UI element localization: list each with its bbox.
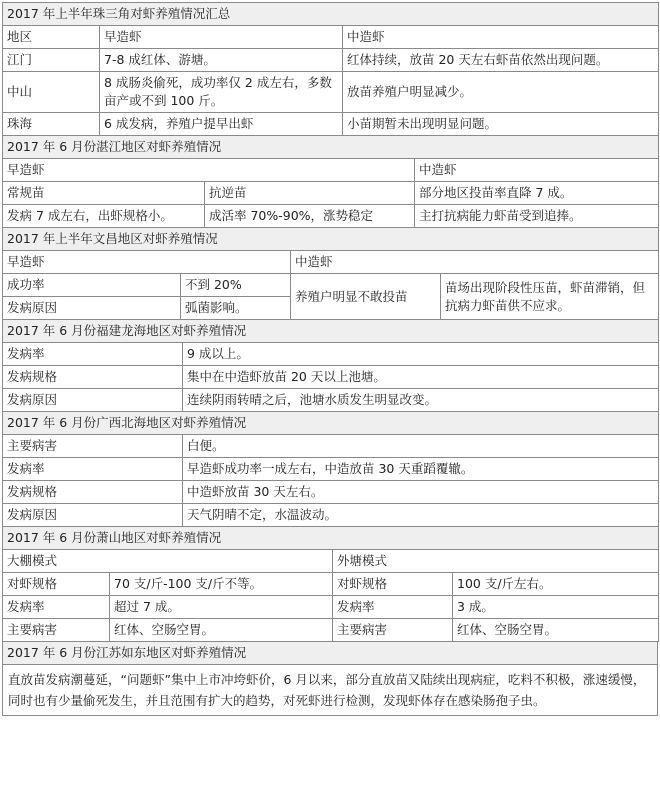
beihai-row-value: 白便。 [183, 435, 659, 458]
beihai-row-label: 主要病害 [3, 435, 183, 458]
table-wenchang [2, 227, 659, 320]
zhanjiang-early-label: 早造虾 [3, 159, 415, 182]
table-row [3, 504, 659, 527]
table-row [3, 49, 659, 72]
xiaoshan-right-value: 3 成。 [453, 596, 659, 619]
section-title-zhanjiang: 2017 年 6 月份湛江地区对虾养殖情况 [3, 136, 659, 159]
zhuhai-early: 6 成发病，养殖户提早出虾 [100, 113, 343, 136]
table-beihai [2, 411, 659, 527]
header-early-shrimp: 早造虾 [100, 26, 343, 49]
zhanjiang-mid-note-1: 部分地区投苗率直降 7 成。 [415, 182, 659, 205]
wenchang-mid-label: 中造虾 [291, 251, 659, 274]
report-page [2, 2, 658, 716]
region-jiangmen: 江门 [3, 49, 100, 72]
table-row [3, 619, 659, 642]
longhai-row-value: 集中在中造虾放苗 20 天以上池塘。 [183, 366, 659, 389]
beihai-row-value: 中造虾放苗 30 天左右。 [183, 481, 659, 504]
beihai-row-value: 早造虾成功率一成左右，中造放苗 30 天重蹈覆辙。 [183, 458, 659, 481]
table-prd-summary [2, 2, 659, 136]
zhuhai-mid: 小苗期暂未出现明显问题。 [343, 113, 659, 136]
wenchang-cause-value: 弧菌影响。 [181, 297, 291, 320]
table-row [3, 596, 659, 619]
table-row [3, 389, 659, 412]
zhanjiang-mid-note-2: 主打抗病能力虾苗受到追捧。 [415, 205, 659, 228]
longhai-row-value: 连续阴雨转晴之后，池塘水质发生明显改变。 [183, 389, 659, 412]
beihai-row-value: 天气阴晴不定，水温波动。 [183, 504, 659, 527]
table-row [3, 458, 659, 481]
xiaoshan-left-value: 70 支/斤-100 支/斤不等。 [110, 573, 333, 596]
wenchang-mid-a: 养殖户明显不敢投苗 [291, 274, 441, 320]
table-row [3, 435, 659, 458]
beihai-row-label: 发病规格 [3, 481, 183, 504]
xiaoshan-outdoor-mode: 外塘模式 [333, 550, 659, 573]
wenchang-success-value: 不到 20% [181, 274, 291, 297]
section-title-rudong: 2017 年 6 月份江苏如东地区对虾养殖情况 [3, 642, 658, 665]
section-title-wenchang: 2017 年上半年文昌地区对虾养殖情况 [3, 228, 659, 251]
jiangmen-early: 7-8 成红体、游塘。 [100, 49, 343, 72]
zhongshan-early: 8 成肠炎偷死，成功率仅 2 成左右，多数亩产或不到 100 斤。 [100, 72, 343, 113]
xiaoshan-left-label: 对虾规格 [3, 573, 110, 596]
beihai-row-label: 发病率 [3, 458, 183, 481]
table-zhanjiang [2, 135, 659, 228]
jiangmen-mid: 红体持续，放苗 20 天左右虾苗依然出现问题。 [343, 49, 659, 72]
section-title-prd: 2017 年上半年珠三角对虾养殖情况汇总 [3, 3, 659, 26]
header-region: 地区 [3, 26, 100, 49]
wenchang-early-label: 早造虾 [3, 251, 291, 274]
zhanjiang-resistant-fry: 抗逆苗 [205, 182, 415, 205]
xiaoshan-right-value: 红体、空肠空胃。 [453, 619, 659, 642]
header-mid-shrimp: 中造虾 [343, 26, 659, 49]
longhai-row-label: 发病规格 [3, 366, 183, 389]
section-title-longhai: 2017 年 6 月份福建龙海地区对虾养殖情况 [3, 320, 659, 343]
xiaoshan-greenhouse-mode: 大棚模式 [3, 550, 333, 573]
longhai-row-label: 发病原因 [3, 389, 183, 412]
section-title-xiaoshan: 2017 年 6 月份萧山地区对虾养殖情况 [3, 527, 659, 550]
xiaoshan-right-label: 对虾规格 [333, 573, 453, 596]
beihai-row-label: 发病原因 [3, 504, 183, 527]
table-rudong [2, 641, 658, 716]
region-zhuhai: 珠海 [3, 113, 100, 136]
table-row [3, 343, 659, 366]
table-row [3, 72, 659, 113]
longhai-row-value: 9 成以上。 [183, 343, 659, 366]
section-title-beihai: 2017 年 6 月份广西北海地区对虾养殖情况 [3, 412, 659, 435]
table-row [3, 113, 659, 136]
table-row [3, 366, 659, 389]
wenchang-cause-label: 发病原因 [3, 297, 181, 320]
region-zhongshan: 中山 [3, 72, 100, 113]
zhanjiang-regular-fry: 常规苗 [3, 182, 205, 205]
zhanjiang-regular-result: 发病 7 成左右，出虾规格小。 [3, 205, 205, 228]
xiaoshan-left-value: 红体、空肠空胃。 [110, 619, 333, 642]
xiaoshan-left-label: 发病率 [3, 596, 110, 619]
table-xiaoshan [2, 526, 659, 642]
wenchang-success-label: 成功率 [3, 274, 181, 297]
xiaoshan-left-value: 超过 7 成。 [110, 596, 333, 619]
longhai-row-label: 发病率 [3, 343, 183, 366]
zhanjiang-mid-label: 中造虾 [415, 159, 659, 182]
xiaoshan-right-value: 100 支/斤左右。 [453, 573, 659, 596]
table-row [3, 481, 659, 504]
zhanjiang-resistant-result: 成活率 70%-90%，涨势稳定 [205, 205, 415, 228]
xiaoshan-right-label: 主要病害 [333, 619, 453, 642]
table-longhai [2, 319, 659, 412]
wenchang-mid-b: 苗场出现阶段性压苗，虾苗滞销，但抗病力虾苗供不应求。 [441, 274, 659, 320]
xiaoshan-right-label: 发病率 [333, 596, 453, 619]
table-row [3, 205, 659, 228]
rudong-paragraph: 直放苗发病潮蔓延，“问题虾”集中上市冲垮虾价，6 月以来，部分直放苗又陆续出现病症，吃料不积极，涨速缓慢，同时也有少量偷死发生，并且范围有扩大的趋势，对死虾进行检测，发现虾体存在感染肠孢子虫。 [3, 665, 658, 716]
zhongshan-mid: 放苗养殖户明显减少。 [343, 72, 659, 113]
table-row [3, 573, 659, 596]
xiaoshan-left-label: 主要病害 [3, 619, 110, 642]
